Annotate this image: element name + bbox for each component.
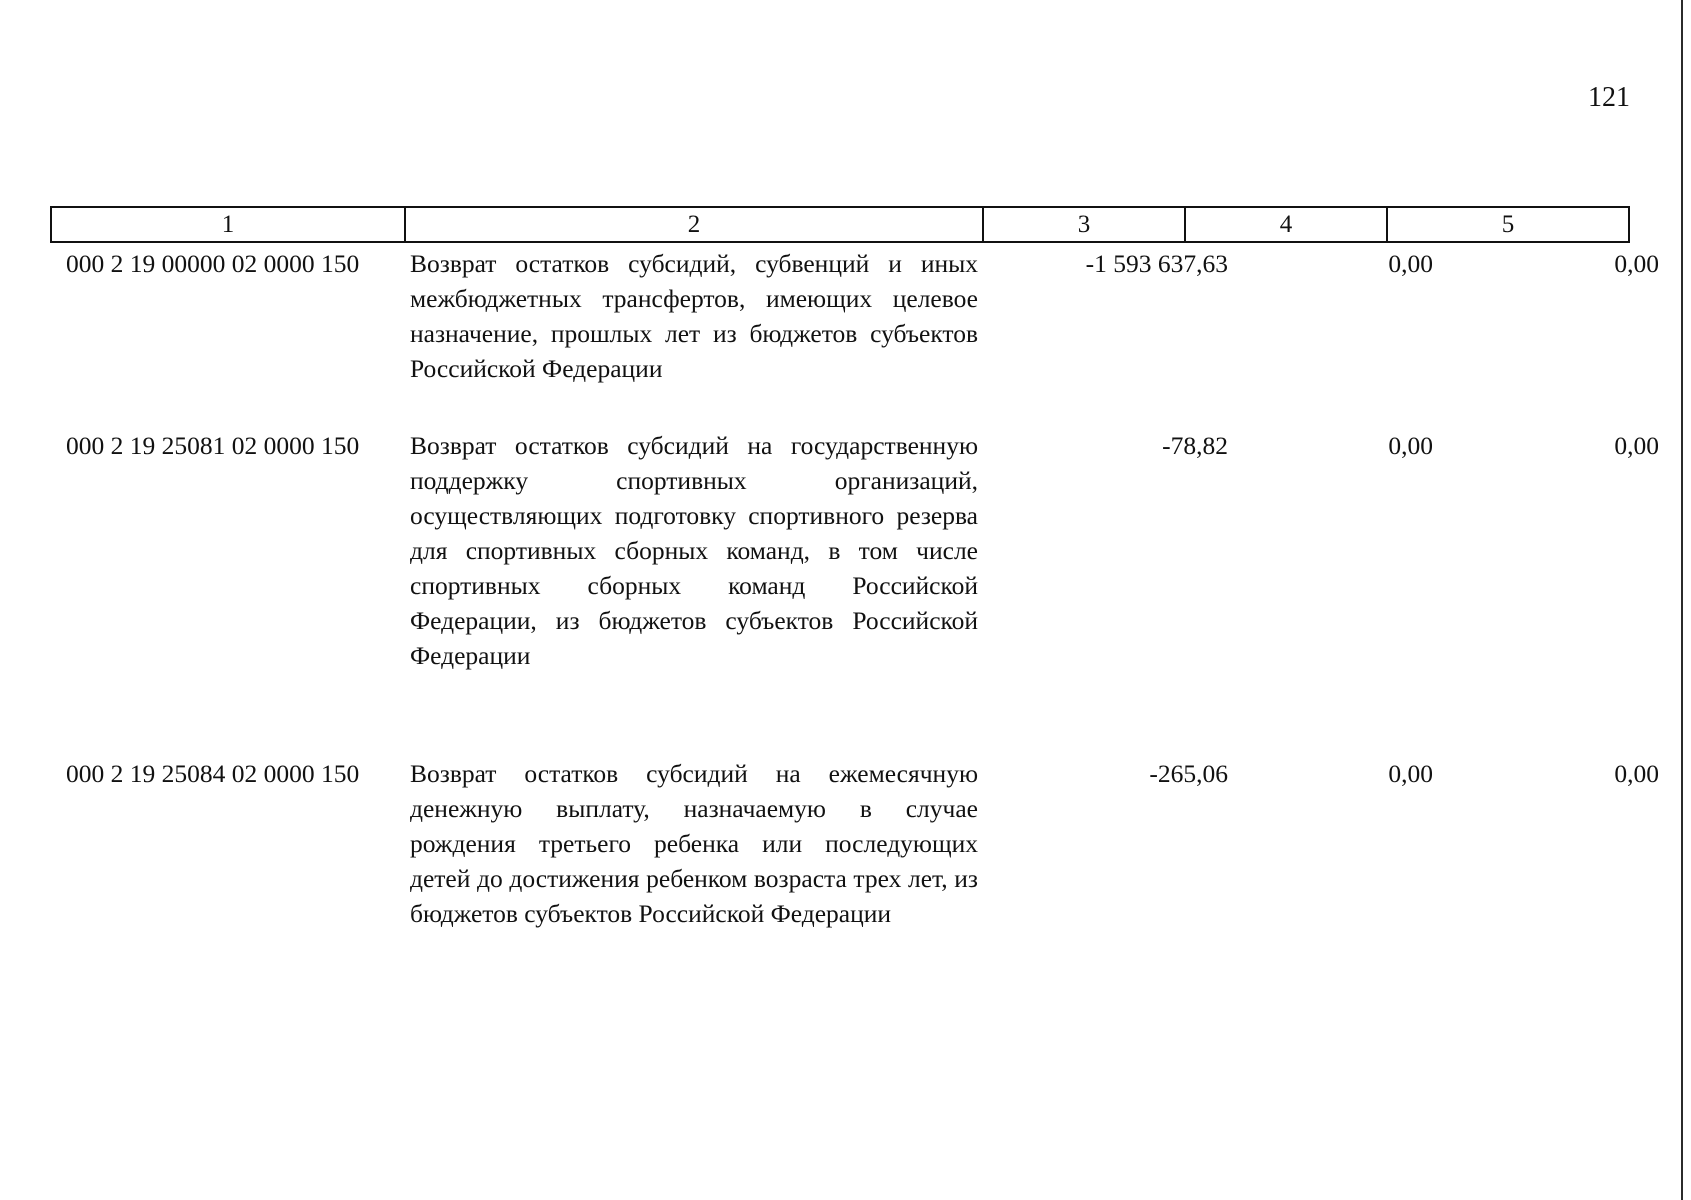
column-header-4: 4 — [1185, 207, 1387, 242]
column-4-value: 0,00 — [1388, 249, 1433, 278]
column-5-value: 0,00 — [1614, 759, 1659, 788]
page-edge-line — [1681, 0, 1683, 1200]
column-header-3: 3 — [983, 207, 1185, 242]
budget-code: 000 2 19 25084 02 0000 150 — [66, 759, 360, 788]
row-description: Возврат остатков субсидий на государственную поддержку спортивных организаций, осуществляющих подготовку спортивного резерва для спортивных сборных команд, в том числе спортивных сборных команд Российской Федерации, из бюджетов субъектов Российской Федерации — [410, 431, 978, 670]
column-header-2: 2 — [405, 207, 983, 242]
column-4-value: 0,00 — [1388, 431, 1433, 460]
column-3-value: -1 593 637,63 — [1085, 249, 1228, 278]
page-number: 121 — [1588, 82, 1630, 113]
column-4-value: 0,00 — [1388, 759, 1433, 788]
table-header-row — [51, 207, 1629, 242]
column-5-value: 0,00 — [1614, 249, 1659, 278]
column-5-value: 0,00 — [1614, 431, 1659, 460]
table-header — [50, 206, 1630, 243]
column-3-value: -265,06 — [1149, 759, 1228, 788]
column-header-5: 5 — [1387, 207, 1629, 242]
row-description: Возврат остатков субсидий, субвенций и иных межбюджетных трансфертов, имеющих целевое назначение, прошлых лет из бюджетов субъектов Российской Федерации — [410, 249, 978, 383]
column-header-1: 1 — [51, 207, 405, 242]
column-3-value: -78,82 — [1162, 431, 1228, 460]
budget-code: 000 2 19 25081 02 0000 150 — [66, 431, 360, 460]
row-description: Возврат остатков субсидий на ежемесячную денежную выплату, назначаемую в случае рождения третьего ребенка или последующих детей до достижения ребенком возраста трех лет, из бюджетов субъектов Российской Федерации — [410, 759, 978, 928]
budget-code: 000 2 19 00000 02 0000 150 — [66, 249, 360, 278]
